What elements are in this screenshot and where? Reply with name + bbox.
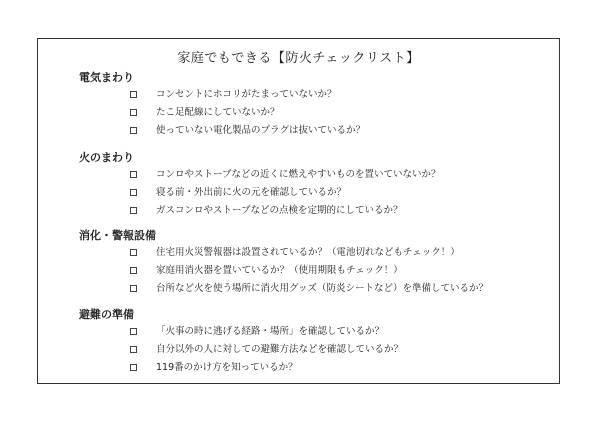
checkbox[interactable]: [130, 267, 137, 274]
checkbox[interactable]: [130, 171, 137, 178]
checklist-item[interactable]: [79, 280, 549, 298]
checkbox[interactable]: [130, 285, 137, 292]
item-text: コンロやストーブなどの近くに燃えやすいものを置いていないか？: [156, 169, 441, 180]
checklist-item[interactable]: [79, 341, 549, 359]
checkbox[interactable]: [130, 189, 137, 196]
checklist-item[interactable]: [79, 244, 549, 262]
section-fire-area: [79, 150, 549, 220]
checklist-item[interactable]: [79, 202, 549, 220]
checkbox[interactable]: [130, 127, 137, 134]
checklist-item[interactable]: [79, 86, 549, 104]
checklist-item[interactable]: [79, 184, 549, 202]
item-text: コンセントにホコリがたまっていないか？: [156, 89, 337, 100]
checklist-item[interactable]: [79, 323, 549, 341]
section-heading: 避難の準備: [79, 308, 134, 321]
item-text: ガスコンロやストーブなどの点検を定期的にしているか？: [156, 205, 403, 216]
checklist-item[interactable]: [79, 104, 549, 122]
checklist-item[interactable]: [79, 359, 549, 377]
checkbox[interactable]: [130, 249, 137, 256]
item-text: たこ足配線にしていないか？: [156, 107, 280, 118]
item-text: 台所など火を使う場所に消火用グッズ（防炎シートなど）を準備しているか？: [156, 283, 489, 294]
checklist-item[interactable]: [79, 122, 549, 140]
item-text: 119番のかけ方を知っているか？: [156, 362, 298, 373]
item-text: 寝る前・外出前に火の元を確認しているか？: [156, 187, 347, 198]
item-text: 住宅用火災警報器は設置されているか？（電池切れなどもチェック！）: [156, 247, 460, 258]
item-text: 「火事の時に逃げる経路・場所」を確認しているか？: [156, 326, 385, 337]
section-heading: 消化・警報設備: [79, 229, 156, 242]
section-heading: 火のまわり: [79, 151, 134, 164]
checkbox[interactable]: [130, 364, 137, 371]
checkbox[interactable]: [130, 328, 137, 335]
page-title: 家庭でもできる【防火チェックリスト】: [177, 51, 420, 66]
checkbox[interactable]: [130, 109, 137, 116]
item-text: 使っていない電化製品のプラグは抜いているか？: [156, 125, 366, 136]
checkbox[interactable]: [130, 91, 137, 98]
item-text: 自分以外の人に対しての避難方法などを確認しているか？: [156, 344, 404, 355]
checkbox[interactable]: [130, 346, 137, 353]
section-electricity: [79, 70, 549, 140]
section-evacuation: [79, 307, 549, 377]
section-heading: 電気まわり: [79, 71, 134, 84]
item-text: 家庭用消火器を置いているか？（使用期限もチェック！）: [156, 265, 403, 276]
checkbox[interactable]: [130, 207, 137, 214]
checklist-frame: [37, 38, 560, 384]
checklist-item[interactable]: [79, 262, 549, 280]
checklist-item[interactable]: [79, 166, 549, 184]
section-extinguishing-alarm: [79, 228, 549, 298]
